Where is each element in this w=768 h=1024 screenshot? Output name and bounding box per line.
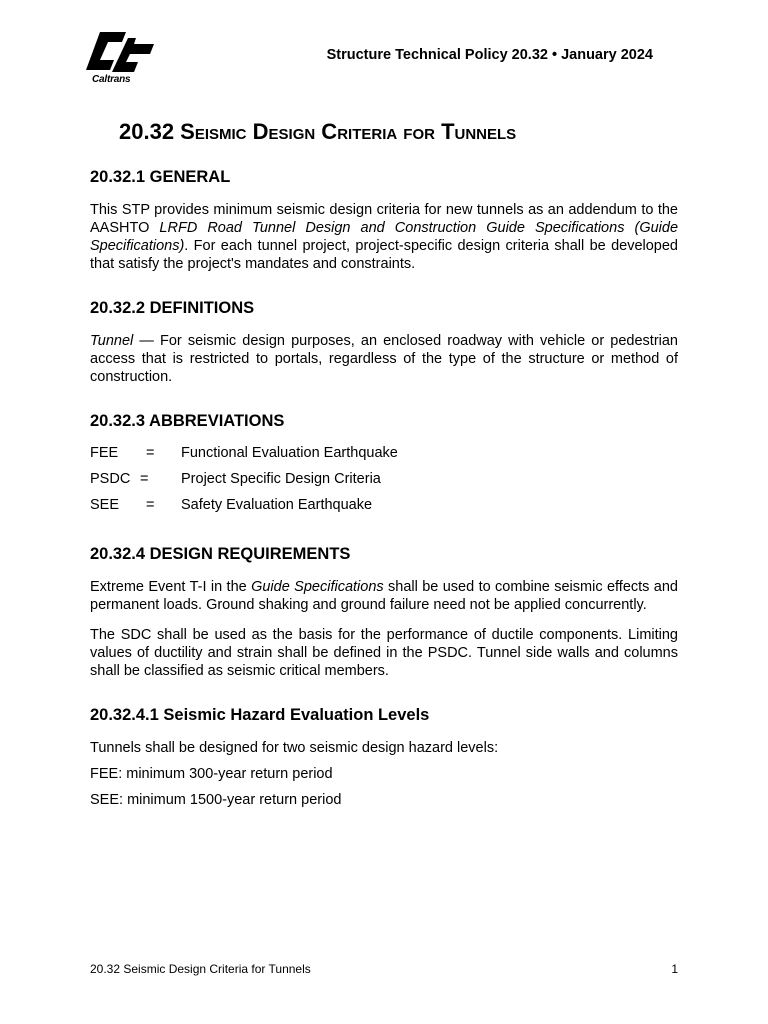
section-heading: 20.32.2 DEFINITIONS xyxy=(90,299,255,317)
paragraph: Tunnels shall be designed for two seismic design hazard levels: xyxy=(90,740,499,756)
abbr-row: PSDC = Project Specific Design Criteria xyxy=(90,471,381,487)
paragraph: This STP provides minimum seismic design criteria for new tunnels as an addendum to the AASHTO LRFD Road Tunnel Design and Construction Guide Specifications (Guide Specifications). For each tunnel project, project-specific design criteria shall be developed that satisfy the project's mandates and constraints. xyxy=(90,202,679,272)
section-definitions xyxy=(90,299,678,386)
paragraph: The SDC shall be used as the basis for the performance of ductile components. Limiting values of ductility and strain shall be defined in the PSDC. Tunnel side walls and columns shall be classified as seismic critical members. xyxy=(90,627,678,679)
page-title: 20.32 Seismic Design Criteria for Tunnels xyxy=(119,119,517,144)
paragraph: Extreme Event T-I in the Guide Specifications shall be used to combine seismic effects and permanent loads. Ground shaking and ground failure need not be applied concurrently. xyxy=(90,579,678,613)
page-number: 1 xyxy=(671,962,678,976)
hazard-fee: FEE: minimum 300-year return period xyxy=(90,766,333,782)
section-hazard-levels xyxy=(90,706,678,809)
paragraph: Tunnel — For seismic design purposes, an enclosed roadway with vehicle or pedestrian access that is restricted to portals, regardless of the type of the structure or method of construction. xyxy=(90,333,678,385)
abbr-row: FEE = Functional Evaluation Earthquake xyxy=(90,445,398,461)
logo-wordmark: Caltrans xyxy=(92,74,131,85)
section-heading: 20.32.1 GENERAL xyxy=(90,168,231,186)
subsection-heading: 20.32.4.1 Seismic Hazard Evaluation Levels xyxy=(90,706,430,724)
section-heading: 20.32.3 ABBREVIATIONS xyxy=(90,412,285,430)
abbr-row: SEE = Safety Evaluation Earthquake xyxy=(90,497,373,513)
section-design-requirements xyxy=(90,545,678,680)
section-general xyxy=(90,168,678,273)
document-body xyxy=(90,168,678,835)
header-policy-line: Structure Technical Policy 20.32 • January 2024 xyxy=(326,47,653,63)
footer-title: 20.32 Seismic Design Criteria for Tunnels xyxy=(90,962,311,976)
hazard-see: SEE: minimum 1500-year return period xyxy=(90,792,342,808)
section-heading: 20.32.4 DESIGN REQUIREMENTS xyxy=(90,545,351,563)
section-abbreviations xyxy=(90,412,678,523)
